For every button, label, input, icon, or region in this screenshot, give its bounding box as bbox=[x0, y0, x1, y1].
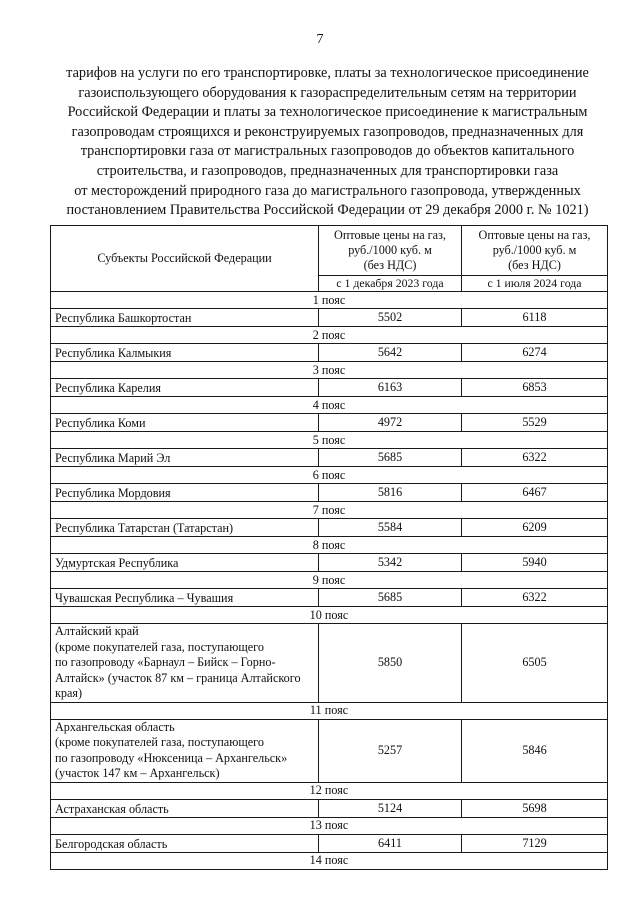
header-line: газоиспользующего оборудования к газораспределительным сетям на территории bbox=[78, 84, 577, 101]
zone-row bbox=[51, 292, 608, 309]
zone-row bbox=[51, 782, 608, 799]
table-row bbox=[51, 719, 608, 782]
zone-row bbox=[51, 572, 608, 589]
price-cell-2: 6322 bbox=[462, 589, 608, 607]
zone-row bbox=[51, 702, 608, 719]
price-cell-1: 4972 bbox=[319, 414, 462, 432]
period-header-2: с 1 июля 2024 года bbox=[462, 276, 608, 292]
header-line: транспортировки газа от магистральных газопроводов до объектов капитального bbox=[80, 143, 575, 160]
zone-row bbox=[51, 607, 608, 624]
price-cell-2: 6322 bbox=[462, 449, 608, 467]
subject-line: Удмуртская Республика bbox=[55, 556, 179, 570]
zone-row bbox=[51, 327, 608, 344]
subject-line: Республика Калмыкия bbox=[55, 346, 172, 360]
table-row bbox=[51, 519, 608, 537]
zone-label: 4 пояс bbox=[51, 397, 608, 414]
price-cell-1: 6411 bbox=[319, 834, 462, 852]
subject-cell bbox=[51, 834, 319, 852]
zone-label: 13 пояс bbox=[51, 817, 608, 834]
zone-label: 1 пояс bbox=[51, 292, 608, 309]
zone-label: 9 пояс bbox=[51, 572, 608, 589]
price-cell-1: 6163 bbox=[319, 379, 462, 397]
subject-cell bbox=[51, 624, 319, 703]
price-header-line: руб./1000 куб. м bbox=[492, 243, 577, 257]
subject-cell bbox=[51, 379, 319, 397]
price-cell-2: 5529 bbox=[462, 414, 608, 432]
table-row bbox=[51, 344, 608, 362]
price-cell-2: 6853 bbox=[462, 379, 608, 397]
subject-line: по газопроводу «Барнаул – Бийск – Горно- bbox=[55, 655, 276, 669]
table-header-row bbox=[51, 226, 608, 276]
price-cell-2: 6274 bbox=[462, 344, 608, 362]
zone-row bbox=[51, 432, 608, 449]
price-cell-1: 5850 bbox=[319, 624, 462, 703]
subject-line: Алтайский край bbox=[55, 624, 139, 638]
subject-column-header: Субъекты Российской Федерации bbox=[51, 226, 319, 292]
price-cell-1: 5502 bbox=[319, 309, 462, 327]
table-row bbox=[51, 484, 608, 502]
page-number: 7 bbox=[316, 32, 324, 47]
zone-row bbox=[51, 362, 608, 379]
price-cell-1: 5685 bbox=[319, 449, 462, 467]
subject-cell bbox=[51, 309, 319, 327]
table-row bbox=[51, 834, 608, 852]
subject-line: по газопроводу «Нюксеница – Архангельск» bbox=[55, 750, 288, 765]
price-cell-2: 6505 bbox=[462, 624, 608, 703]
table-row bbox=[51, 554, 608, 572]
price-column-header-1 bbox=[319, 226, 462, 276]
zone-label: 11 пояс bbox=[51, 702, 608, 719]
price-cell-2: 6467 bbox=[462, 484, 608, 502]
zone-label: 5 пояс bbox=[51, 432, 608, 449]
table-row bbox=[51, 449, 608, 467]
table-row bbox=[51, 589, 608, 607]
zone-row bbox=[51, 852, 608, 869]
header-text bbox=[40, 64, 615, 221]
table-row bbox=[51, 309, 608, 327]
table-row bbox=[51, 379, 608, 397]
subject-line: Республика Башкортостан bbox=[55, 311, 192, 325]
period-header-1: с 1 декабря 2023 года bbox=[319, 276, 462, 292]
table-row bbox=[51, 414, 608, 432]
zone-row bbox=[51, 467, 608, 484]
header-line: тарифов на услуги по его транспортировке, платы за технологическое присоединение bbox=[66, 65, 589, 81]
price-cell-1: 5685 bbox=[319, 589, 462, 607]
price-cell-1: 5816 bbox=[319, 484, 462, 502]
subject-cell bbox=[51, 449, 319, 467]
price-header-line: (без НДС) bbox=[363, 258, 417, 272]
zone-row bbox=[51, 817, 608, 834]
price-cell-2: 5846 bbox=[462, 719, 608, 782]
zone-row bbox=[51, 537, 608, 554]
subject-line: Республика Татарстан (Татарстан) bbox=[55, 521, 234, 535]
header-line: газопроводам строящихся и реконструируемых газопроводов, предназначенных для bbox=[71, 123, 584, 140]
zone-row bbox=[51, 397, 608, 414]
price-header-line: Оптовые цены на газ, bbox=[334, 228, 446, 242]
subject-cell bbox=[51, 719, 319, 782]
subject-cell bbox=[51, 484, 319, 502]
subject-cell bbox=[51, 554, 319, 572]
subject-line: (участок 147 км – Архангельск) bbox=[55, 766, 220, 780]
subject-line: Республика Коми bbox=[55, 416, 146, 430]
subject-line: Белгородская область bbox=[55, 836, 168, 851]
zone-row bbox=[51, 502, 608, 519]
header-line: от месторождений природного газа до магистрального газопровода, утвержденных bbox=[74, 182, 581, 199]
zone-label: 7 пояс bbox=[51, 502, 608, 519]
subject-line: Республика Карелия bbox=[55, 381, 161, 395]
price-cell-1: 5257 bbox=[319, 719, 462, 782]
price-cell-2: 6209 bbox=[462, 519, 608, 537]
subject-line: (кроме покупателей газа, поступающего bbox=[55, 735, 264, 749]
subject-line: (кроме покупателей газа, поступающего bbox=[55, 639, 264, 654]
price-header-line: руб./1000 куб. м bbox=[348, 243, 432, 257]
subject-line: Алтайск» (участок 87 км – граница Алтайского bbox=[55, 670, 301, 685]
subject-cell bbox=[51, 799, 319, 817]
zone-label: 2 пояс bbox=[51, 327, 608, 344]
price-cell-2: 5698 bbox=[462, 799, 608, 817]
price-cell-1: 5124 bbox=[319, 799, 462, 817]
subject-cell bbox=[51, 344, 319, 362]
header-line: Российской Федерации и платы за технологическое присоединение к магистральным bbox=[67, 104, 588, 121]
subject-cell bbox=[51, 589, 319, 607]
price-cell-2: 6118 bbox=[462, 309, 608, 327]
subject-cell bbox=[51, 519, 319, 537]
subject-line: Архангельская область bbox=[55, 719, 175, 734]
header-line: постановлением Правительства Российской Федерации от 29 декабря 2000 г. № 1021) bbox=[66, 202, 589, 219]
table-row bbox=[51, 624, 608, 703]
price-header-line: Оптовые цены на газ, bbox=[478, 228, 591, 242]
zone-label: 3 пояс bbox=[51, 362, 608, 379]
price-cell-1: 5342 bbox=[319, 554, 462, 572]
subject-line: Астраханская область bbox=[55, 801, 169, 816]
zone-label: 12 пояс bbox=[51, 782, 608, 799]
price-column-header-2 bbox=[462, 226, 608, 276]
zone-label: 8 пояс bbox=[51, 537, 608, 554]
subject-line: Республика Марий Эл bbox=[55, 451, 171, 465]
price-cell-1: 5584 bbox=[319, 519, 462, 537]
price-header-line: (без НДС) bbox=[508, 258, 561, 272]
subject-line: края) bbox=[55, 686, 83, 700]
price-table bbox=[50, 225, 608, 870]
price-cell-2: 5940 bbox=[462, 554, 608, 572]
zone-label: 10 пояс bbox=[51, 607, 608, 624]
subject-line: Республика Мордовия bbox=[55, 486, 171, 500]
zone-label: 14 пояс bbox=[51, 852, 608, 869]
subject-line: Чувашская Республика – Чувашия bbox=[55, 591, 234, 605]
price-cell-1: 5642 bbox=[319, 344, 462, 362]
subject-cell bbox=[51, 414, 319, 432]
zone-label: 6 пояс bbox=[51, 467, 608, 484]
header-line: строительства, и газопроводов, предназначенных для транспортировки газа bbox=[96, 162, 559, 179]
table-row bbox=[51, 799, 608, 817]
price-cell-2: 7129 bbox=[462, 834, 608, 852]
